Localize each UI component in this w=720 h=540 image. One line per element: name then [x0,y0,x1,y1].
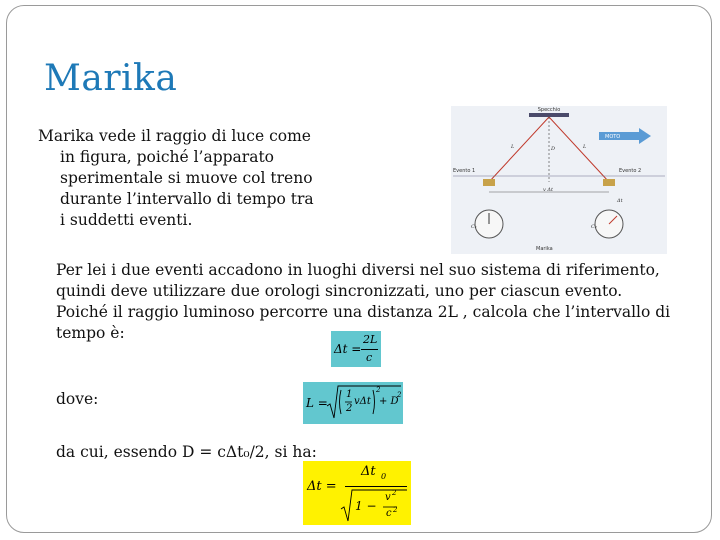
eq2-v: vΔt [354,396,371,407]
eq3-c: c [386,508,392,519]
eq1-lhs: Δt = [334,342,362,356]
eq3-v: v [385,492,391,503]
mirror-label: Specchio [537,107,561,113]
figure-caption: Marika [536,246,553,252]
motion-label: MOTO [605,134,621,140]
light-clock-diagram [451,106,667,254]
intro-line: sperimentale si muove col treno [60,169,313,187]
slide-title: Marika [44,58,178,99]
dove-label: dove: [56,390,99,408]
source-box-right [603,179,615,186]
eq2-frac-num: 1 [346,389,353,400]
eq3-one-minus: 1 − [355,499,377,513]
light-clock-figure [451,106,667,254]
eq2-frac-den: 2 [346,403,353,414]
mirror-icon [529,113,569,117]
eq3-numerator-sub: 0 [381,472,387,481]
ray-right [549,117,609,182]
vdt-label: v Δt [543,187,554,193]
eq3-v-exp: 2 [392,489,397,497]
eq2-exp: 2 [376,386,381,394]
equation-L [303,382,403,424]
label-L-left: L [511,144,515,150]
eq2-exp2: 2 [397,391,402,399]
eq3-c-exp: 2 [393,506,398,514]
motion-arrow-icon [639,128,651,144]
eq1-numerator: 2L [363,333,378,346]
dt-label: Δt [617,198,623,204]
eq2-plus-d: + D [379,396,399,407]
intro-paragraph [38,126,338,231]
event1-label: Evento 1 [453,168,476,174]
equation-delta-t [331,331,381,367]
event2-label: Evento 2 [619,168,642,174]
c2-label: C₂ [591,224,597,230]
eq3-lhs: Δt = [307,479,337,494]
body-line: Poiché il raggio luminoso percorre una distanza 2L , calcola che l’intervallo di [56,303,671,321]
intro-line: i suddetti eventi. [60,211,193,229]
eq3-numerator: Δt [361,464,376,479]
ray-left [489,117,549,182]
intro-line: in figura, poiché l’apparato [60,148,275,166]
body-line: tempo è: [56,324,125,342]
equation-time-dilation [303,461,411,525]
body-line: quindi deve utilizzare due orologi sincronizzati, uno per ciascun evento. [56,282,623,300]
dacui-line: da cui, essendo D = cΔt₀/2, si ha: [56,443,317,461]
source-box-left [483,179,495,186]
body-line: Per lei i due eventi accadono in luoghi diversi nel suo sistema di riferimento, [56,261,660,279]
intro-line: Marika vede il raggio di luce come [38,127,311,145]
label-L-right: L [583,144,587,150]
eq1-denominator: c [366,351,373,364]
label-D: D [551,146,556,152]
eq2-lhs: L = [306,396,328,410]
c1-label: C₁ [471,224,477,230]
intro-line: durante l’intervallo di tempo tra [60,190,314,208]
eq1-fraction-bar [361,349,378,350]
